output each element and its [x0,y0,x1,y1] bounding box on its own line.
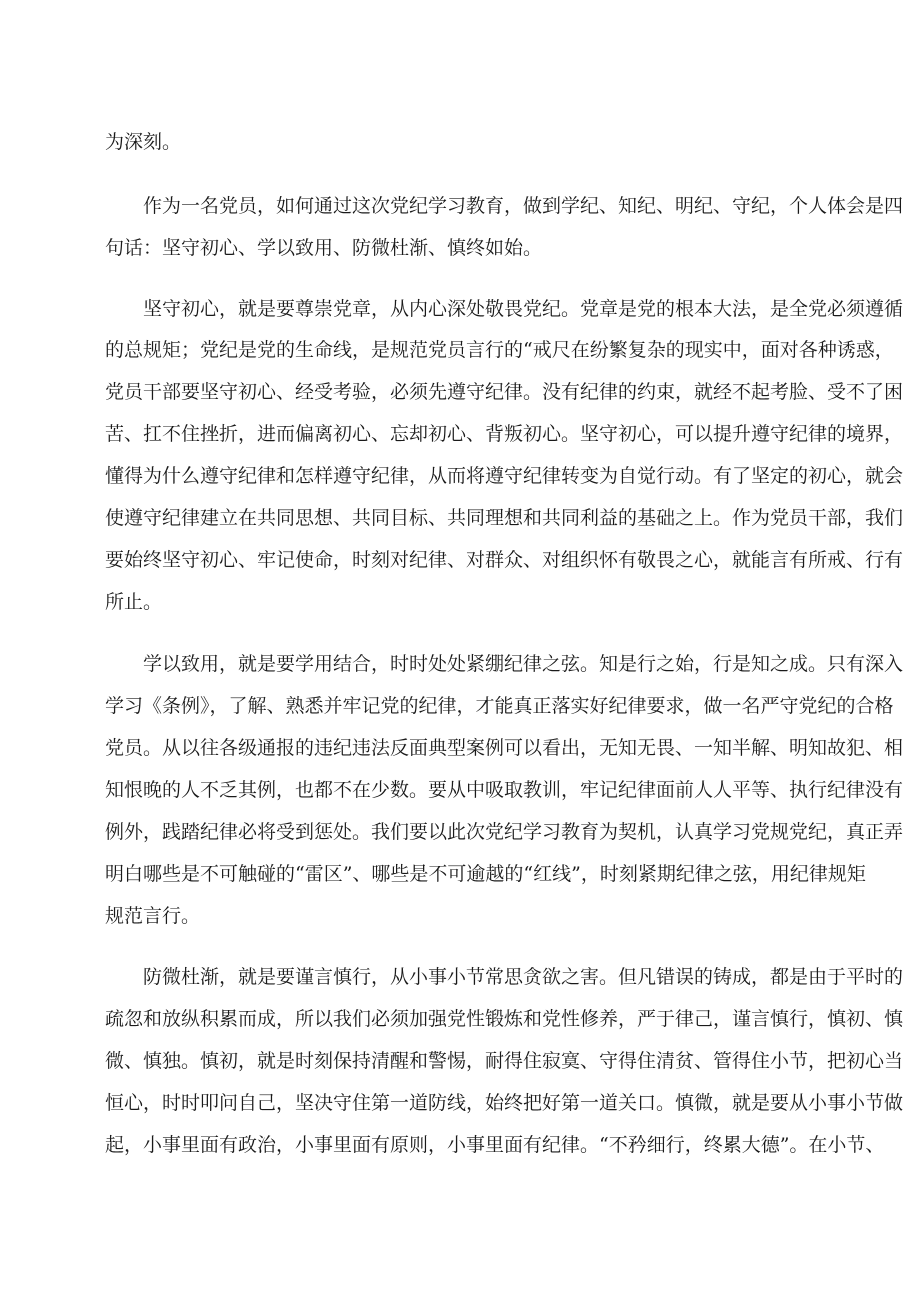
paragraph-line: 明白哪些是不可触碰的“雷区”、哪些是不可逾越的“红线”，时刻紧期纪律之弦，用纪律规矩 [105,863,866,885]
paragraph-line: 党员干部要坚守初心、经受考验，必须先遵守纪律。没有纪律的约束，就经不起考脸、受不了困 [105,381,904,403]
paragraph-line: 作为一名党员，如何通过这次党纪学习教育，做到学纪、知纪、明纪、守纪，个人体会是四 [143,195,904,217]
paragraph-line: 党员。从以往各级通报的违纪违法反面典型案例可以看出，无知无畏、一知半解、明知故犯、相 [105,737,904,759]
paragraph-line: 学习《条例》，了解、熟悉并牢记党的纪律，才能真正落实好纪律要求，做一名严守党纪的合格 [105,695,894,717]
paragraph-line: 要始终坚守初心、牢记使命，时刻对纪律、对群众、对组织怀有敬畏之心，就能言有所戒、行有 [105,549,904,571]
paragraph-line: 例外，践踏纪律必将受到惩处。我们要以此次党纪学习教育为契机，认真学习党规党纪，真正弄 [105,821,904,843]
paragraph-line: 恒心，时时叩问自己，坚决守住第一道防线，始终把好第一道关口。慎微，就是要从小事小节做 [105,1092,904,1114]
paragraph-line: 使遵守纪律建立在共同思想、共同目标、共同理想和共同利益的基础之上。作为党员干部，我们 [105,507,904,529]
paragraph-line: 句话：坚守初心、学以致用、防微杜渐、慎终如始。 [105,237,543,259]
paragraph-line: 疏忽和放纵积累而成，所以我们必须加强党性锻炼和党性修养，严于律己，谨言慎行，慎初、慎 [105,1008,904,1030]
paragraph-line: 微、慎独。慎初，就是时刻保持清醒和警惕，耐得住寂寞、守得住清贫、管得住小节，把初心当 [105,1050,904,1072]
paragraph-line: 知恨晚的人不乏其例，也都不在少数。要从中吸取教训，牢记纪律面前人人平等、执行纪律没有 [105,779,904,801]
paragraph-line: 为深刻。 [105,131,182,153]
paragraph-line: 防微杜渐，就是要谨言慎行，从小事小节常思贪欲之害。但凡错误的铸成，都是由于平时的 [143,966,904,988]
paragraph-line: 起，小事里面有政治，小事里面有原则，小事里面有纪律。“不矜细行，终累大德”。在小节、 [105,1134,885,1156]
paragraph-line: 苦、扛不住挫折，进而偏离初心、忘却初心、背叛初心。坚守初心，可以提升遵守纪律的境界， [105,423,904,445]
paragraph-line: 学以致用，就是要学用结合，时时处处紧绷纪律之弦。知是行之始，行是知之成。只有深入 [143,653,904,675]
paragraph-line: 的总规矩；党纪是党的生命线，是规范党员言行的“戒尺在纷繁复杂的现实中，面对各种诱惑， [105,339,894,361]
paragraph-line: 规范言行。 [105,905,201,927]
paragraph-line: 所止。 [105,591,163,613]
paragraph-line: 懂得为什么遵守纪律和怎样遵守纪律，从而将遵守纪律转变为自觉行动。有了坚定的初心，就会 [105,465,904,487]
paragraph-line: 坚守初心，就是要尊崇党章，从内心深处敬畏党纪。党章是党的根本大法，是全党必须遵循 [143,298,904,320]
